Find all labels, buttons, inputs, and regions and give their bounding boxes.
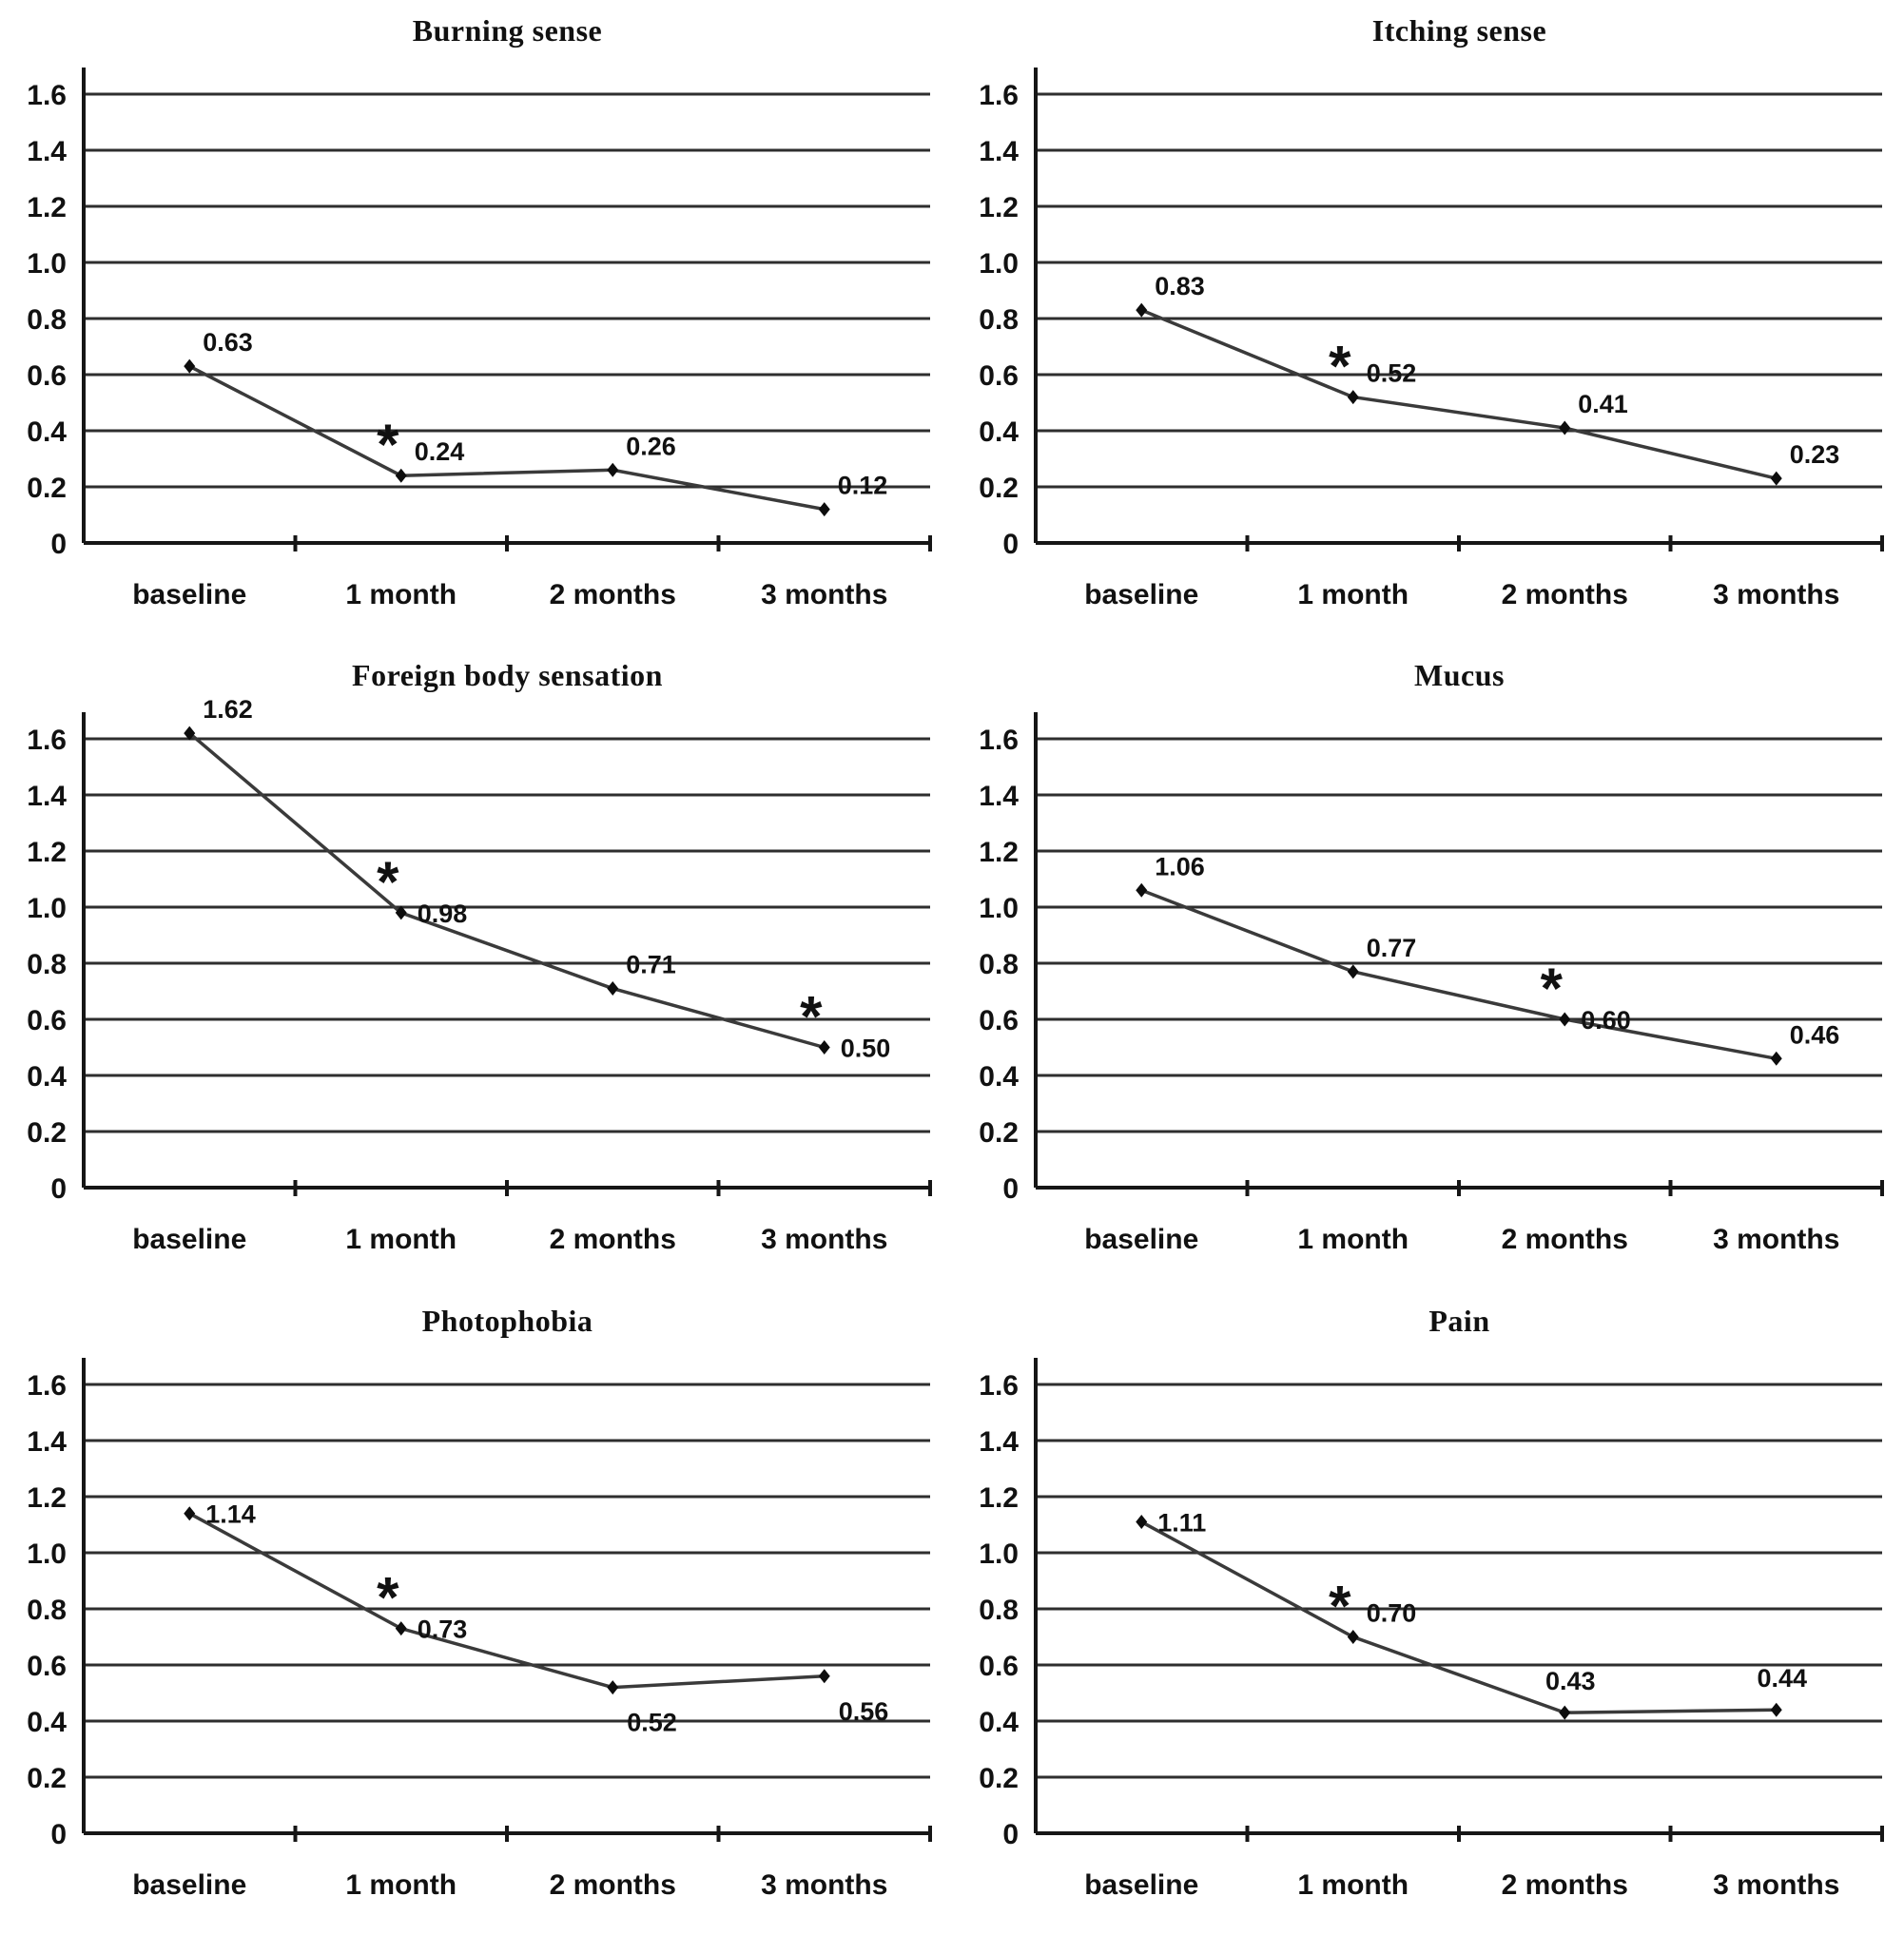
svg-text:0.71: 0.71 [626, 950, 676, 979]
svg-text:*: * [800, 984, 823, 1049]
svg-text:0.2: 0.2 [979, 1763, 1019, 1794]
svg-text:1 month: 1 month [345, 1224, 457, 1255]
svg-text:3 months: 3 months [761, 579, 888, 610]
svg-text:0.8: 0.8 [979, 1595, 1019, 1626]
svg-text:*: * [377, 849, 399, 914]
svg-text:0.6: 0.6 [979, 1651, 1019, 1682]
svg-text:0.56: 0.56 [838, 1696, 889, 1726]
svg-text:baseline: baseline [1084, 579, 1199, 610]
svg-text:0.46: 0.46 [1789, 1020, 1840, 1050]
svg-text:0.98: 0.98 [417, 899, 468, 928]
svg-text:1.0: 1.0 [979, 1538, 1019, 1570]
svg-text:0.44: 0.44 [1757, 1664, 1808, 1693]
svg-text:*: * [1329, 1574, 1351, 1638]
svg-text:1.11: 1.11 [1157, 1508, 1207, 1538]
svg-text:baseline: baseline [132, 1869, 247, 1901]
svg-text:0.73: 0.73 [417, 1615, 468, 1644]
foreign-body-sensation-line-chart [0, 693, 952, 1283]
svg-text:0.41: 0.41 [1578, 390, 1628, 419]
svg-text:2 months: 2 months [1501, 1224, 1628, 1255]
chart-title-burning-sense: Burning sense [412, 13, 603, 48]
svg-text:0.26: 0.26 [626, 432, 676, 461]
chart-title-photophobia: Photophobia [421, 1304, 593, 1338]
svg-text:1 month: 1 month [345, 1869, 457, 1901]
svg-text:0.6: 0.6 [27, 360, 67, 392]
svg-text:0: 0 [50, 529, 67, 560]
svg-text:1.0: 1.0 [979, 248, 1019, 280]
svg-text:1.06: 1.06 [1155, 852, 1205, 881]
svg-text:*: * [1540, 957, 1563, 1020]
svg-text:baseline: baseline [1084, 1224, 1199, 1255]
svg-text:0.8: 0.8 [27, 304, 67, 336]
svg-text:0: 0 [1002, 1173, 1019, 1205]
svg-text:0.8: 0.8 [27, 1595, 67, 1626]
svg-text:0: 0 [50, 1819, 67, 1850]
svg-text:1.6: 1.6 [979, 725, 1019, 756]
svg-text:0.4: 0.4 [979, 1061, 1019, 1093]
chart-title-itching-sense: Itching sense [1371, 13, 1547, 48]
svg-text:2 months: 2 months [549, 579, 676, 610]
svg-text:1 month: 1 month [1297, 1224, 1409, 1255]
svg-text:3 months: 3 months [761, 1869, 888, 1901]
svg-text:0.77: 0.77 [1366, 933, 1417, 962]
svg-text:1.4: 1.4 [979, 1426, 1019, 1458]
svg-text:0.83: 0.83 [1155, 272, 1205, 301]
svg-text:1.4: 1.4 [979, 136, 1019, 167]
svg-text:0.8: 0.8 [979, 304, 1019, 336]
svg-text:3 months: 3 months [761, 1224, 888, 1255]
svg-text:0.6: 0.6 [27, 1005, 67, 1036]
svg-text:1 month: 1 month [1297, 1869, 1409, 1901]
svg-text:0.8: 0.8 [979, 949, 1019, 980]
svg-text:0.23: 0.23 [1789, 440, 1840, 470]
svg-text:1 month: 1 month [345, 579, 457, 610]
svg-text:*: * [377, 413, 399, 477]
svg-text:3 months: 3 months [1713, 1869, 1840, 1901]
svg-text:3 months: 3 months [1713, 579, 1840, 610]
svg-text:1 month: 1 month [1297, 579, 1409, 610]
svg-text:0.4: 0.4 [979, 416, 1019, 448]
svg-text:0.50: 0.50 [840, 1034, 891, 1063]
svg-text:1.6: 1.6 [27, 1370, 67, 1402]
svg-text:0.4: 0.4 [27, 1707, 67, 1738]
svg-text:0.2: 0.2 [27, 1117, 67, 1149]
svg-text:2 months: 2 months [1501, 1869, 1628, 1901]
svg-text:0.4: 0.4 [27, 1061, 67, 1093]
svg-text:0: 0 [1002, 1819, 1019, 1850]
svg-text:0.60: 0.60 [1581, 1006, 1631, 1035]
svg-text:0.52: 0.52 [627, 1708, 677, 1737]
svg-text:baseline: baseline [132, 1224, 247, 1255]
svg-text:0.2: 0.2 [27, 1763, 67, 1794]
svg-text:1.4: 1.4 [979, 781, 1019, 812]
svg-text:3 months: 3 months [1713, 1224, 1840, 1255]
svg-text:1.2: 1.2 [979, 192, 1019, 223]
chart-title-mucus: Mucus [1414, 658, 1505, 692]
chart-cell-photophobia [0, 1290, 952, 1935]
svg-text:1.2: 1.2 [979, 1482, 1019, 1514]
svg-text:1.6: 1.6 [979, 80, 1019, 111]
svg-text:1.14: 1.14 [205, 1500, 256, 1529]
burning-sense-line-chart [0, 48, 952, 638]
svg-text:0.2: 0.2 [27, 473, 67, 504]
svg-text:0.24: 0.24 [414, 437, 465, 467]
svg-text:*: * [1329, 334, 1351, 398]
mucus-line-chart [952, 693, 1904, 1283]
svg-text:baseline: baseline [132, 579, 247, 610]
svg-text:1.0: 1.0 [979, 893, 1019, 924]
svg-text:1.2: 1.2 [27, 1482, 67, 1514]
svg-text:0.6: 0.6 [979, 1005, 1019, 1036]
chart-title-foreign-body-sensation: Foreign body sensation [352, 658, 663, 692]
svg-text:0.2: 0.2 [979, 473, 1019, 504]
svg-text:0.70: 0.70 [1366, 1598, 1417, 1628]
svg-text:0.43: 0.43 [1545, 1667, 1596, 1696]
pain-line-chart [952, 1339, 1904, 1928]
svg-text:0.12: 0.12 [837, 471, 888, 500]
svg-text:1.2: 1.2 [979, 837, 1019, 868]
chart-cell-itching-sense [952, 0, 1904, 645]
chart-cell-foreign-body-sensation [0, 645, 952, 1290]
svg-text:0.52: 0.52 [1366, 358, 1417, 388]
chart-title-pain: Pain [1428, 1304, 1490, 1338]
svg-text:baseline: baseline [1084, 1869, 1199, 1901]
svg-text:0.6: 0.6 [979, 360, 1019, 392]
svg-text:0.63: 0.63 [203, 328, 253, 358]
svg-text:0: 0 [1002, 529, 1019, 560]
itching-sense-line-chart [952, 48, 1904, 638]
chart-cell-pain [952, 1290, 1904, 1935]
photophobia-line-chart [0, 1339, 952, 1928]
svg-text:1.4: 1.4 [27, 136, 67, 167]
svg-text:1.0: 1.0 [27, 248, 67, 280]
svg-text:1.6: 1.6 [27, 80, 67, 111]
svg-text:2 months: 2 months [549, 1224, 676, 1255]
svg-text:*: * [377, 1565, 399, 1630]
svg-text:1.4: 1.4 [27, 1426, 67, 1458]
svg-text:0: 0 [50, 1173, 67, 1205]
chart-cell-mucus [952, 645, 1904, 1290]
svg-text:1.2: 1.2 [27, 192, 67, 223]
svg-text:0.2: 0.2 [979, 1117, 1019, 1149]
svg-text:1.62: 1.62 [203, 695, 253, 725]
svg-text:1.4: 1.4 [27, 781, 67, 812]
svg-text:0.6: 0.6 [27, 1651, 67, 1682]
svg-text:1.6: 1.6 [979, 1370, 1019, 1402]
svg-text:1.0: 1.0 [27, 893, 67, 924]
svg-text:0.4: 0.4 [979, 1707, 1019, 1738]
svg-text:0.8: 0.8 [27, 949, 67, 980]
svg-text:2 months: 2 months [549, 1869, 676, 1901]
svg-text:1.0: 1.0 [27, 1538, 67, 1570]
chart-cell-burning-sense [0, 0, 952, 645]
svg-text:1.6: 1.6 [27, 725, 67, 756]
svg-text:1.2: 1.2 [27, 837, 67, 868]
svg-text:2 months: 2 months [1501, 579, 1628, 610]
svg-text:0.4: 0.4 [27, 416, 67, 448]
